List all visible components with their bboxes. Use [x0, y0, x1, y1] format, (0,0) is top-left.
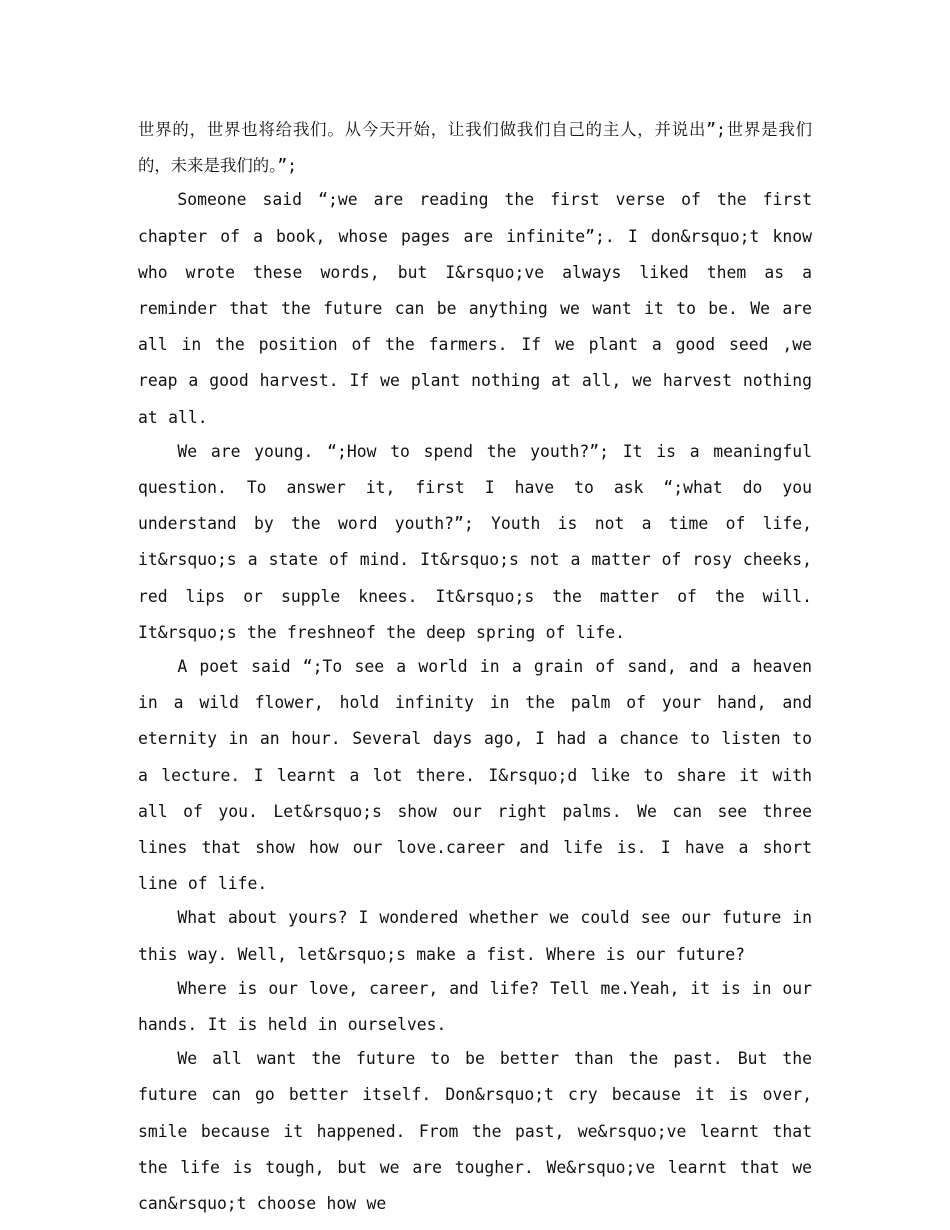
paragraph-where-is-our-love: Where is our love, career, and life? Tell me.Yeah, it is in our hands. It is held in ourselves.: [138, 978, 812, 1035]
paragraph-future-better: We all want the future to be better than the past. But the future can go better itself. Don&rsquo;t cry because it is over, smile because it happened. From the past, we&rsquo;ve learnt that the life is tough, but we are tougher. We&rsquo;ve learnt that we can&rsquo;t choose how we: [138, 1049, 812, 1214]
paragraph-chinese-continuation: 世界的，世界也将给我们。从今天开始，让我们做我们自己的主人，并说出”;世界是我们的，未来是我们的。”;: [138, 120, 812, 176]
paragraph-poet-said: A poet said “;To see a world in a grain of sand, and a heaven in a wild flower, hold infinity in the palm of your hand, and eternity in an hour. Several days ago, I had a chance to listen to a lecture. I learnt a lot there. I&rsquo;d like to share it with all of you. Let&rsquo;s show our right palms. We can see three lines that show how our love.career and life is. I have a short line of life.: [138, 657, 812, 894]
speech-text-body: [138, 112, 812, 1220]
paragraph-we-are-young: We are young. “;How to spend the youth?”; It is a meaningful question. To answer it, first I have to ask “;what do you understand by the word youth?”; Youth is not a time of life, it&rsquo;s a state of mind. It&rsquo;s not a matter of rosy cheeks, red lips or supple knees. It&rsquo;s the matter of the will. It&rsquo;s the freshneof the deep spring of life.: [138, 441, 812, 642]
paragraph-what-about-yours: What about yours? I wondered whether we could see our future in this way. Well, let&rsquo;s make a fist. Where is our future?: [138, 908, 812, 964]
paragraph-someone-said: Someone said “;we are reading the first verse of the first chapter of a book, whose pages are infinite”;. I don&rsquo;t know who wrote these words, but I&rsquo;ve always liked them as a reminder that the future can be anything we want it to be. We are all in the position of the farmers. If we plant a good seed ,we reap a good harvest. If we plant nothing at all, we harvest nothing at all.: [138, 190, 812, 427]
